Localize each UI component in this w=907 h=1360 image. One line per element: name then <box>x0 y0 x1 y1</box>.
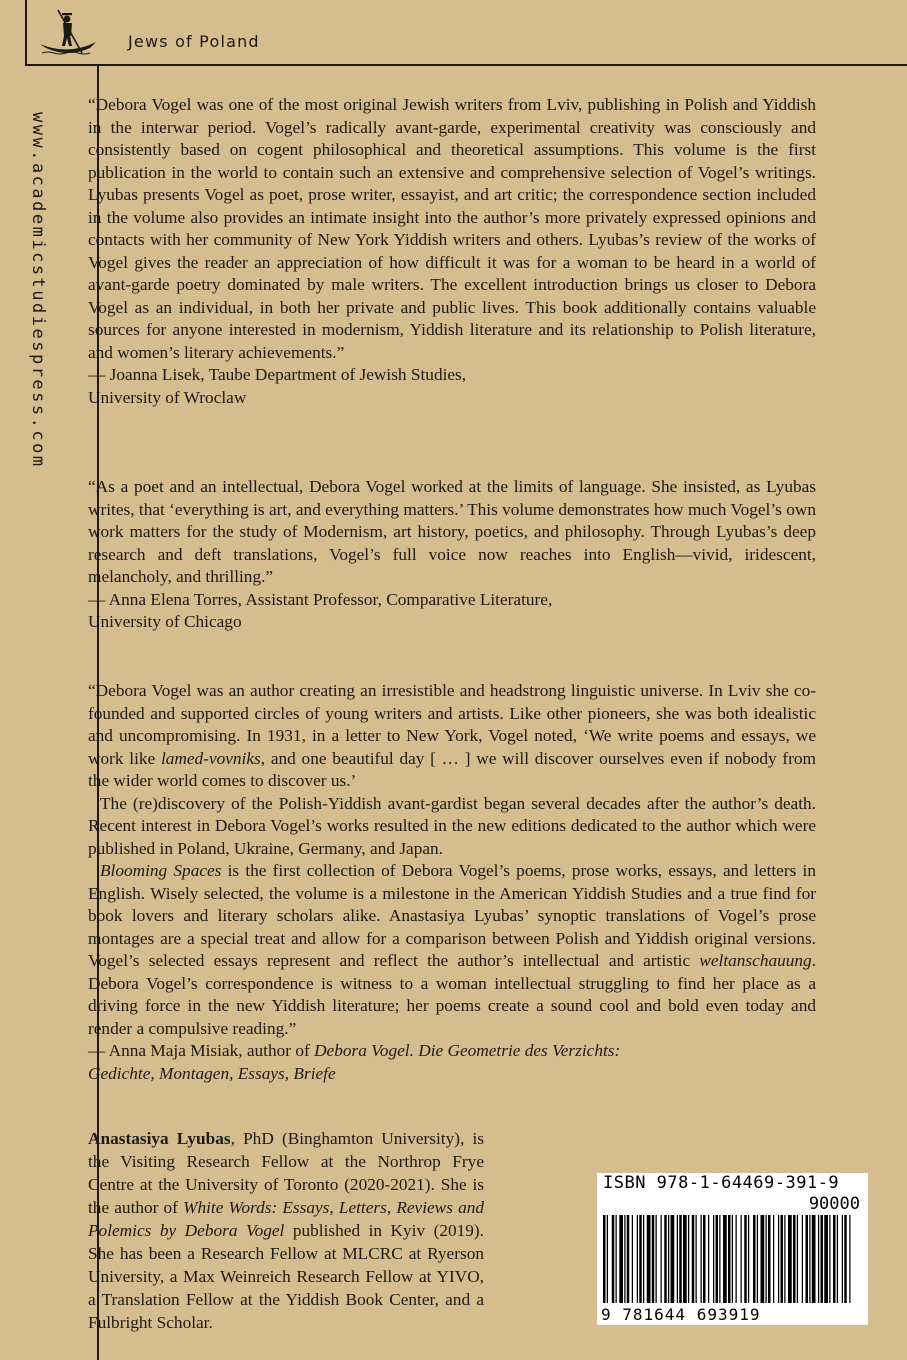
barcode-bar <box>761 1215 765 1303</box>
publisher-url: www.academicstudiespress.com <box>28 112 48 469</box>
barcode-bar <box>829 1215 830 1303</box>
barcode-bar <box>616 1215 617 1303</box>
barcode-bars-icon <box>603 1215 862 1305</box>
blurb-text: “Debora Vogel was one of the most original Jewish writers from Lviv, publishing in Polish and Yiddish in the interwar period. Vogel’s radically avant-garde, experimental creativity was consciously and consistently based on cogent philosophical and theoretical assumptions. This volume is the first publication in the world to contain such an extensive and comprehensive selection of Vogel’s writings. Lyubas presents Vogel as poet, prose writer, essayist, and art critic; the correspondence section included in the volume also provides an intimate insight into the author’s more privately expressed opinions and contacts with her community of New York Yiddish writers and others. Lyubas’s review of the works of Vogel gives the reader an appreciation of how difficult it was for a woman to be heard in a world of avant-garde poetry dominated by male writers. The excellent introduction brings us closer to Debora Vogel as an individual, in both her private and public lives. This book additionally contains valuable sources for anyone interested in modernism, Yiddish literature and its relationship to Polish literature, and women’s literary achievements.” <box>88 95 816 362</box>
barcode-bar <box>757 1215 758 1303</box>
blurb-torres <box>88 476 816 634</box>
barcode-bar <box>768 1215 771 1303</box>
barcode-bar <box>661 1215 662 1303</box>
blurb-attribution <box>88 364 816 409</box>
barcode-bar <box>652 1215 655 1303</box>
barcode-bar <box>732 1215 733 1303</box>
barcode-bar <box>688 1215 689 1303</box>
barcode-bar <box>793 1215 796 1303</box>
barcode-bar <box>647 1215 651 1303</box>
barcode-bar <box>683 1215 687 1303</box>
isbn-number: ISBN 978-1-64469-391-9 <box>603 1173 840 1193</box>
barcode-bar <box>701 1215 702 1303</box>
barcode-bar <box>692 1215 695 1303</box>
series-title: Jews of Poland <box>128 32 260 51</box>
barcode-bar <box>833 1215 836 1303</box>
barcode-bar <box>624 1215 625 1303</box>
blurb-paragraph: The (re)discovery of the Polish-Yiddish avant-gardist began several decades after the author’s death. Recent interest in Debora Vogel’s works resulted in the new editions dedicated to the author which were published in Poland, Ukraine, Germany, and Japan. <box>88 793 816 858</box>
barcode-bar <box>716 1215 719 1303</box>
blurb-attribution <box>88 589 816 634</box>
blurb-misiak <box>88 680 816 1085</box>
barcode-bar <box>842 1215 843 1303</box>
author-bio: Anastasiya Lyubas, PhD (Binghamton University), is the Visiting Research Fellow at the Northrop Frye Centre at the University of Toronto (2020-2021). She is the author of White Words: Essays, Letters, Reviews and Polemics by Debora Vogel published in Kyiv (2019). She has been a Research Fellow at MLCRC at Ryerson University, a Max Weinreich Research Fellow at YIVO, a Translation Fellow at the Yiddish Book Center, and a Fulbright Scholar. <box>88 1129 484 1332</box>
barcode-bar <box>619 1215 623 1303</box>
barcode-bar <box>637 1215 638 1303</box>
barcode-bar <box>713 1215 714 1303</box>
barcode-bar <box>837 1215 838 1303</box>
isbn-barcode <box>597 1173 868 1325</box>
barcode-bar <box>664 1215 667 1303</box>
barcode-bar <box>812 1215 816 1303</box>
blurb-text: “As a poet and an intellectual, Debora Vogel worked at the limits of language. She insisted, as Lyubas writes, that ‘everything is art, and everything matters.’ This volume demonstrates how much Vogel’s own work matters for the study of Modernism, art history, poetics, and philosophy. Through Lyubas’s deep research and deft translations, Vogel’s full voice now reaches into English—vivid, iridescent, melancholy, and thrilling.” <box>88 477 816 586</box>
barcode-bar <box>784 1215 785 1303</box>
barcode-bar <box>844 1215 847 1303</box>
attribution-line: — Anna Elena Torres, Assistant Professor, Comparative Literature, <box>88 589 553 609</box>
barcode-bar <box>627 1215 630 1303</box>
barcode-bar <box>612 1215 615 1303</box>
barcode-bar <box>766 1215 767 1303</box>
barcode-bar <box>748 1215 749 1303</box>
frame-left-line <box>25 0 27 66</box>
barcode-bar <box>824 1215 828 1303</box>
barcode-bar <box>679 1215 682 1303</box>
barcode-bar <box>703 1215 706 1303</box>
blurb-attribution: — Anna Maja Misiak, author of Debora Vogel. Die Geometrie des Verzichts: Gedichte, Montagen, Essays, Briefe <box>88 1041 621 1083</box>
blurb-paragraph: Blooming Spaces is the first collection of Debora Vogel’s poems, prose works, essays, and letters in English. Wisely selected, the volume is a milestone in the American Yiddish Studies and a true find for book lovers and literary scholars alike. Anastasiya Lyubas’ synoptic translations of Vogel’s prose montages are a special treat and allow for a comparison between Polish and Yiddish original versions. Vogel’s selected essays represent and reflect the author’s intellectual and artistic weltanschauung. Debora Vogel’s correspondence is witness to a woman intellectual struggling to find her place as a driving force in the new Yiddish literature; her poems create a sound cool and bold even today and render a compulsive reading.” <box>88 861 816 1038</box>
price-code: 90000 <box>808 1194 860 1214</box>
barcode-bar <box>744 1215 747 1303</box>
barcode-bar <box>753 1215 756 1303</box>
blurb-lisek <box>88 94 816 409</box>
barcode-bar <box>668 1215 669 1303</box>
barcode-bar <box>849 1215 850 1303</box>
barcode-bar <box>728 1215 731 1303</box>
blurb-paragraph: “Debora Vogel was an author creating an irresistible and headstrong linguistic universe. In Lviv she co-founded and supported circles of young writers and artists. Like other pioneers, she was both idealistic and uncompromising. In 1931, in a letter to New York, Vogel noted, ‘We write poems and essays, we work like lamed-vovniks, and one beautiful day [ … ] we will discover ourselves even if nobody from the wider world comes to discover us.’ <box>88 681 816 790</box>
author-name: Anastasiya Lyubas <box>88 1129 231 1148</box>
barcode-bar <box>719 1215 720 1303</box>
barcode-bar <box>773 1215 774 1303</box>
barcode-bar <box>603 1215 606 1303</box>
barcode-bar <box>671 1215 675 1303</box>
boatman-logo-icon <box>34 6 102 58</box>
barcode-bar <box>643 1215 644 1303</box>
barcode-bar <box>802 1215 803 1303</box>
frame-top-line <box>25 64 907 66</box>
attribution-line: University of Wroclaw <box>88 387 247 407</box>
barcode-bar <box>723 1215 727 1303</box>
barcode-bar <box>809 1215 810 1303</box>
barcode-bar <box>818 1215 819 1303</box>
barcode-bar <box>821 1215 824 1303</box>
barcode-bar <box>677 1215 678 1303</box>
book-title: White Words: Essays, Letters, Reviews and Polemics by Debora Vogel <box>88 1198 484 1240</box>
barcode-bar <box>788 1215 792 1303</box>
barcode-bar <box>632 1215 633 1303</box>
barcode-bar <box>656 1215 657 1303</box>
barcode-digits: 9 781644 693919 <box>601 1305 761 1324</box>
attribution-line: University of Chicago <box>88 612 242 631</box>
barcode-bar <box>708 1215 709 1303</box>
barcode-bar <box>778 1215 779 1303</box>
attribution-line: — Joanna Lisek, Taube Department of Jewish Studies, <box>88 365 467 384</box>
barcode-bar <box>797 1215 798 1303</box>
barcode-bar <box>639 1215 642 1303</box>
barcode-bar <box>781 1215 784 1303</box>
barcode-bar <box>607 1215 608 1303</box>
barcode-bar <box>741 1215 742 1303</box>
barcode-bar <box>736 1215 737 1303</box>
barcode-bar <box>806 1215 809 1303</box>
barcode-bar <box>696 1215 697 1303</box>
